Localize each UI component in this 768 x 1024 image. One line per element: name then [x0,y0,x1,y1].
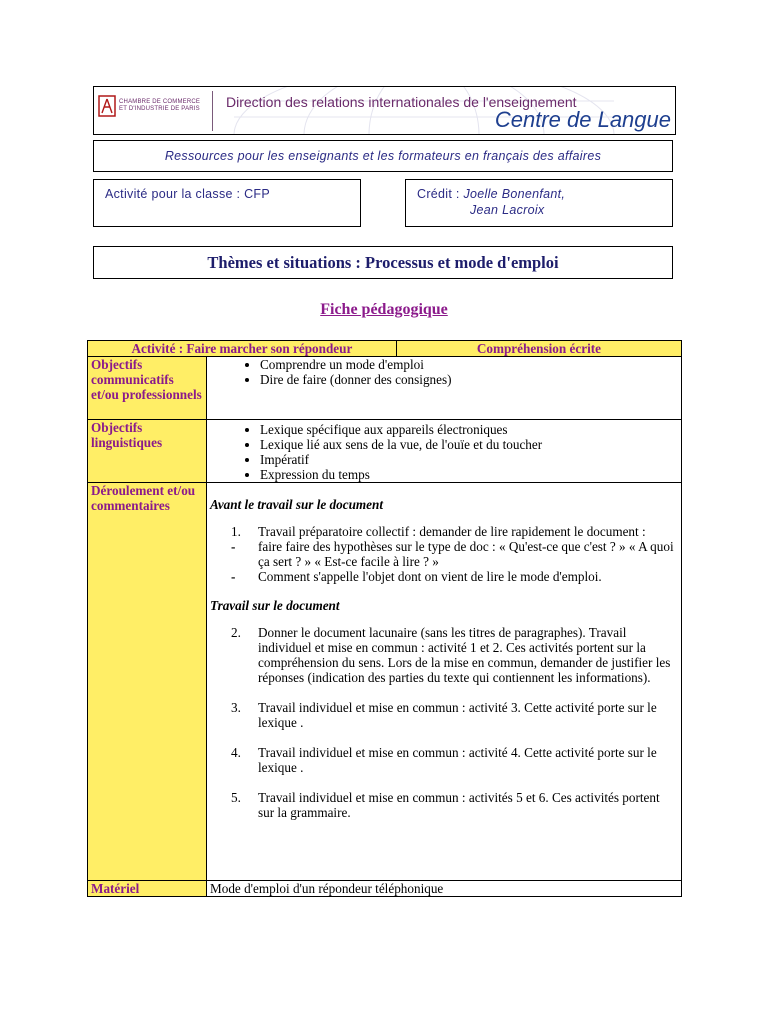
list-item: • Lexique spécifique aux appareils électroniques [260,422,678,437]
bullet-list [210,357,678,387]
centre-title: Centre de Langue [494,107,671,132]
list-item: - Comment s'appelle l'objet dont on vient de lire le mode d'emploi. [231,569,602,584]
skill-header: Compréhension écrite [396,341,681,357]
list-item: 5. Travail individuel et mise en commun : activités 5 et 6. Ces activités portent sur la grammaire. [231,790,660,820]
list-item: • Comprendre un mode d'emploi [260,357,678,372]
credit-name-2: Jean Lacroix [470,203,545,217]
activity-label: Activité pour la classe : CFP [105,187,271,201]
banner-divider [212,91,213,131]
row-content: Mode d'emploi d'un répondeur téléphonique [207,881,682,897]
table-header-row [88,341,682,357]
header-banner [93,86,676,135]
logo-caption: CHAMBRE DE COMMERCE ET D'INDUSTRIE DE PARIS [119,99,201,112]
list-item: 2. Donner le document lacunaire (sans les titres de paragraphes). Travail individuel et mise en commun : activité 1 et 2. Ces activités portent sur la compréhension du sens. Lors de la mise en commun, demander de justifier les réponses (indication des parties du texte qui contiennent les informations). [231,625,671,685]
list-item: • Dire de faire (donner des consignes) [260,372,678,387]
direction-title: Direction des relations internationales de l'enseignement [226,94,577,110]
row-content [207,483,682,881]
credit-label: Crédit : [417,187,464,201]
table-row [88,881,682,897]
bullet-list [210,422,678,482]
table-row [88,483,682,881]
cci-logo-icon [98,95,116,117]
themes-title: Thèmes et situations : Processus et mode d'emploi [93,246,673,279]
row-content [207,357,682,420]
list-item: • Lexique lié aux sens de la vue, de l'ouïe et du toucher [260,437,678,452]
row-label: Déroulement et/ou commentaires [88,483,207,881]
list-item: - faire faire des hypothèses sur le type de doc : « Qu'est-ce que c'est ? » « A quoi ça sert ? » « Est-ce facile à lire ? » [231,539,674,569]
activity-box [93,179,361,227]
credit-box [405,179,673,227]
row-content [207,420,682,483]
row-label: Objectifs linguistiques [88,420,207,483]
credit-line [417,187,565,201]
list-item: • Expression du temps [260,467,678,482]
list-item: 3. Travail individuel et mise en commun : activité 3. Cette activité porte sur le lexique . [231,700,657,730]
section-heading: Avant le travail sur le document [210,497,384,512]
resources-banner: Ressources pour les enseignants et les formateurs en français des affaires [93,140,673,172]
row-label: Objectifs communicatifs et/ou professionnels [88,357,207,420]
list-item: 1. Travail préparatoire collectif : demander de lire rapidement le document : [231,524,646,539]
section-heading: Travail sur le document [210,598,340,613]
table-row [88,357,682,420]
lesson-table [87,340,682,897]
table-row [88,420,682,483]
list-item: • Impératif [260,452,678,467]
credit-name-1: Joelle Bonenfant, [463,187,566,201]
row-label: Matériel [88,881,207,897]
fiche-title: Fiche pédagogique [320,301,448,318]
activity-header: Activité : Faire marcher son répondeur [88,341,397,357]
list-item: 4. Travail individuel et mise en commun : activité 4. Cette activité porte sur le lexique . [231,745,657,775]
